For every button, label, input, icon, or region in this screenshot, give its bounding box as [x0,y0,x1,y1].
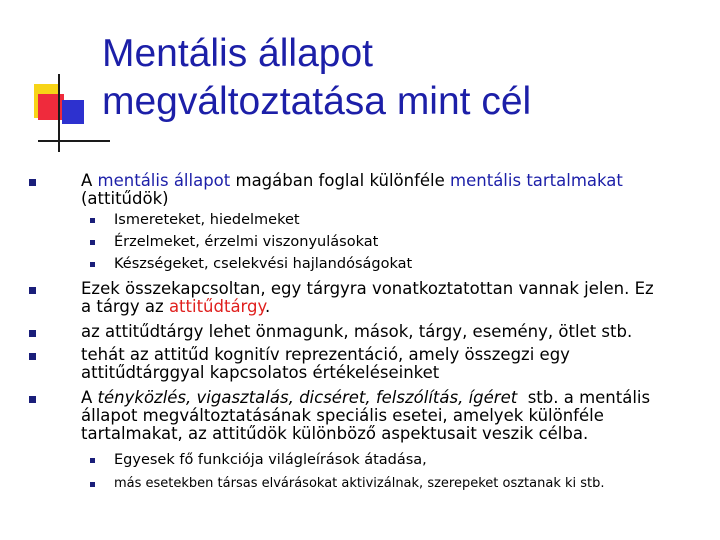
bullet-3: az attitűdtárgy lehet önmagunk, mások, tárgy, esemény, ötlet stb. [81,322,633,341]
bullet-marker [29,179,36,186]
sub-bullet-marker [90,458,95,463]
bullet-2: Ezek összekapcsoltan, egy tárgyra vonatkoztatottan vannak jelen. Ez a tárgy az attitűdtárgy. [81,279,654,316]
highlight-mental-state: mentális állapot [97,171,231,190]
sub-item-4: Egyesek fő funkciója világleírások átadása, [114,452,427,468]
bullet-marker [29,330,36,337]
bullet-marker [29,396,36,403]
bullet-marker [29,287,36,294]
sub-item-5: más esetekben társas elvárásokat aktivizálnak, szerepeket osztanak ki stb. [114,476,605,491]
highlight-attitude-object: attitűdtárgy [168,297,265,316]
sub-bullet-marker [90,218,95,223]
bullet-marker [29,353,36,360]
italic-examples: tényközlés, vigasztalás, dicséret, felszólítás, ígéret [97,388,518,407]
bullet-1: A mentális állapot magában foglal különféle mentális tartalmakat (attitűdök) [81,171,623,208]
sub-item-2: Érzelmeket, érzelmi viszonyulásokat [114,234,379,250]
sub-item-1: Ismereteket, hiedelmeket [114,212,300,228]
bullet-5: A tényközlés, vigasztalás, dicséret, felszólítás, ígéret stb. a mentális állapot megváltoztatásának speciális esetei, amelyek különféle tartalmakat, az attitűdök különböző aspektusait veszik célba. [81,388,651,443]
sub-bullet-marker [90,240,95,245]
highlight-mental-contents: mentális tartalmakat [450,171,623,190]
sub-bullet-marker [90,482,95,487]
title-line-2: megváltoztatása mint cél [102,80,532,123]
bullet-4: tehát az attitűd kognitív reprezentáció, amely összegzi egy attitűdtárggyal kapcsolatos értékeléseinket [81,345,570,382]
sub-bullet-marker [90,262,95,267]
title-line-1: Mentális állapot [102,32,373,75]
sub-item-3: Készségeket, cselekvési hajlandóságokat [114,256,413,272]
